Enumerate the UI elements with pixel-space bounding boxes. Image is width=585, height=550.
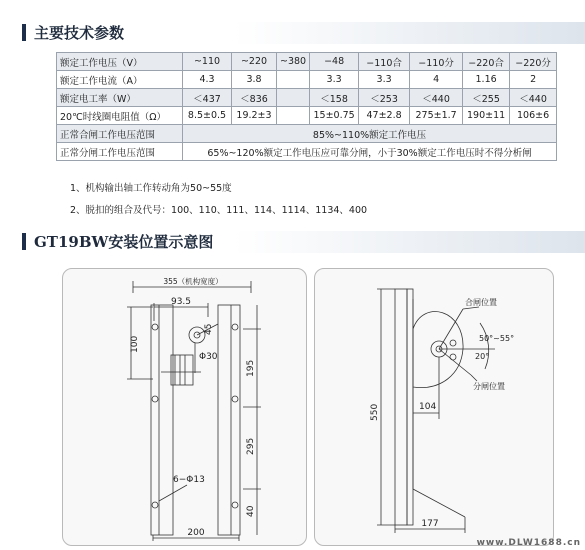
table-cell: ~110 [183,53,232,71]
dim-40-label: 40 [246,505,256,517]
table-cell: 190±11 [463,107,510,125]
row-label: 额定电工率（W） [57,89,183,107]
dim-45-label: 45 [204,323,214,335]
table-cell: 106±6 [510,107,557,125]
angle-label: 50°~55° [479,334,515,343]
row-label: 20℃时线圈电阻值（Ω） [57,107,183,125]
note-1: 1、机构输出轴工作转动角为50~55度 [70,183,232,194]
table-cell: −110合 [359,53,410,71]
section-marker [22,24,26,41]
row-label: 额定工作电流（A） [57,71,183,89]
dim-195-label: 195 [246,359,256,377]
dim-100-label: 100 [130,335,140,353]
table-row [57,107,557,125]
parameter-table [56,52,557,161]
section-title-params: 主要技术参数 [34,24,125,42]
table-cell: ＜836 [232,89,277,107]
open-position-label: 分闸位置 [473,382,505,391]
table-cell: 3.8 [232,71,277,89]
table-cell: 8.5±0.5 [183,107,232,125]
table-cell: 15±0.75 [310,107,359,125]
table-cell: 4.3 [183,71,232,89]
table-cell: 47±2.8 [359,107,410,125]
table-cell: 2 [510,71,557,89]
table-cell: ＜253 [359,89,410,107]
table-cell: ~380 [277,53,310,71]
dim-355-label: 355（机构宽度） [163,277,223,286]
row-label: 正常合闸工作电压范围 [57,125,183,143]
table-cell: 3.3 [359,71,410,89]
table-cell: ~220 [232,53,277,71]
dim-295-label: 295 [246,437,256,455]
dim-104-label: 104 [419,402,437,412]
table-row [57,89,557,107]
table-cell: 275±1.7 [410,107,463,125]
table-cell: −48 [310,53,359,71]
table-cell: 19.2±3 [232,107,277,125]
close-position-label: 合闸位置 [465,298,497,307]
table-row [57,71,557,89]
table-cell: 4 [410,71,463,89]
front-view-panel [62,268,307,546]
table-cell: −220合 [463,53,510,71]
table-cell-merged: 85%~110%额定工作电压 [183,125,557,143]
table-row [57,125,557,143]
table-cell: ＜255 [463,89,510,107]
table-cell [277,71,310,89]
table-row [57,143,557,161]
row-label: 正常分闸工作电压范围 [57,143,183,161]
dim-6phi13-label: 6−Φ13 [173,475,205,485]
table-cell: ＜440 [510,89,557,107]
side-view-drawing [315,269,553,545]
row-label: 额定工作电压（V） [57,53,183,71]
dim-177-label: 177 [421,519,439,529]
watermark: www.DLW1688.cn [476,538,581,548]
table-cell [277,89,310,107]
table-cell: −110分 [410,53,463,71]
dim-200-label: 200 [187,528,205,538]
table-cell: 3.3 [310,71,359,89]
table-cell [277,107,310,125]
front-view-drawing [63,269,306,545]
table-cell: −220分 [510,53,557,71]
section-title-install: GT19BW安装位置示意图 [34,233,214,251]
dim-phi30-label: Φ30 [199,352,218,362]
angle-20-label: 20° [475,352,490,361]
note-2: 2、脱扣的组合及代号：100、110、111、114、1114、1134、400 [70,205,368,216]
table-cell: ＜437 [183,89,232,107]
table-cell-merged: 65%~120%额定工作电压应可靠分闸，小于30%额定工作电压时不得分析闸 [183,143,557,161]
dim-93-label: 93.5 [170,297,192,307]
table-cell: ＜440 [410,89,463,107]
table-row [57,53,557,71]
table-cell: ＜158 [310,89,359,107]
dim-550-label: 550 [370,403,380,421]
side-view-panel [314,268,554,546]
table-cell: 1.16 [463,71,510,89]
section-marker [22,233,26,250]
